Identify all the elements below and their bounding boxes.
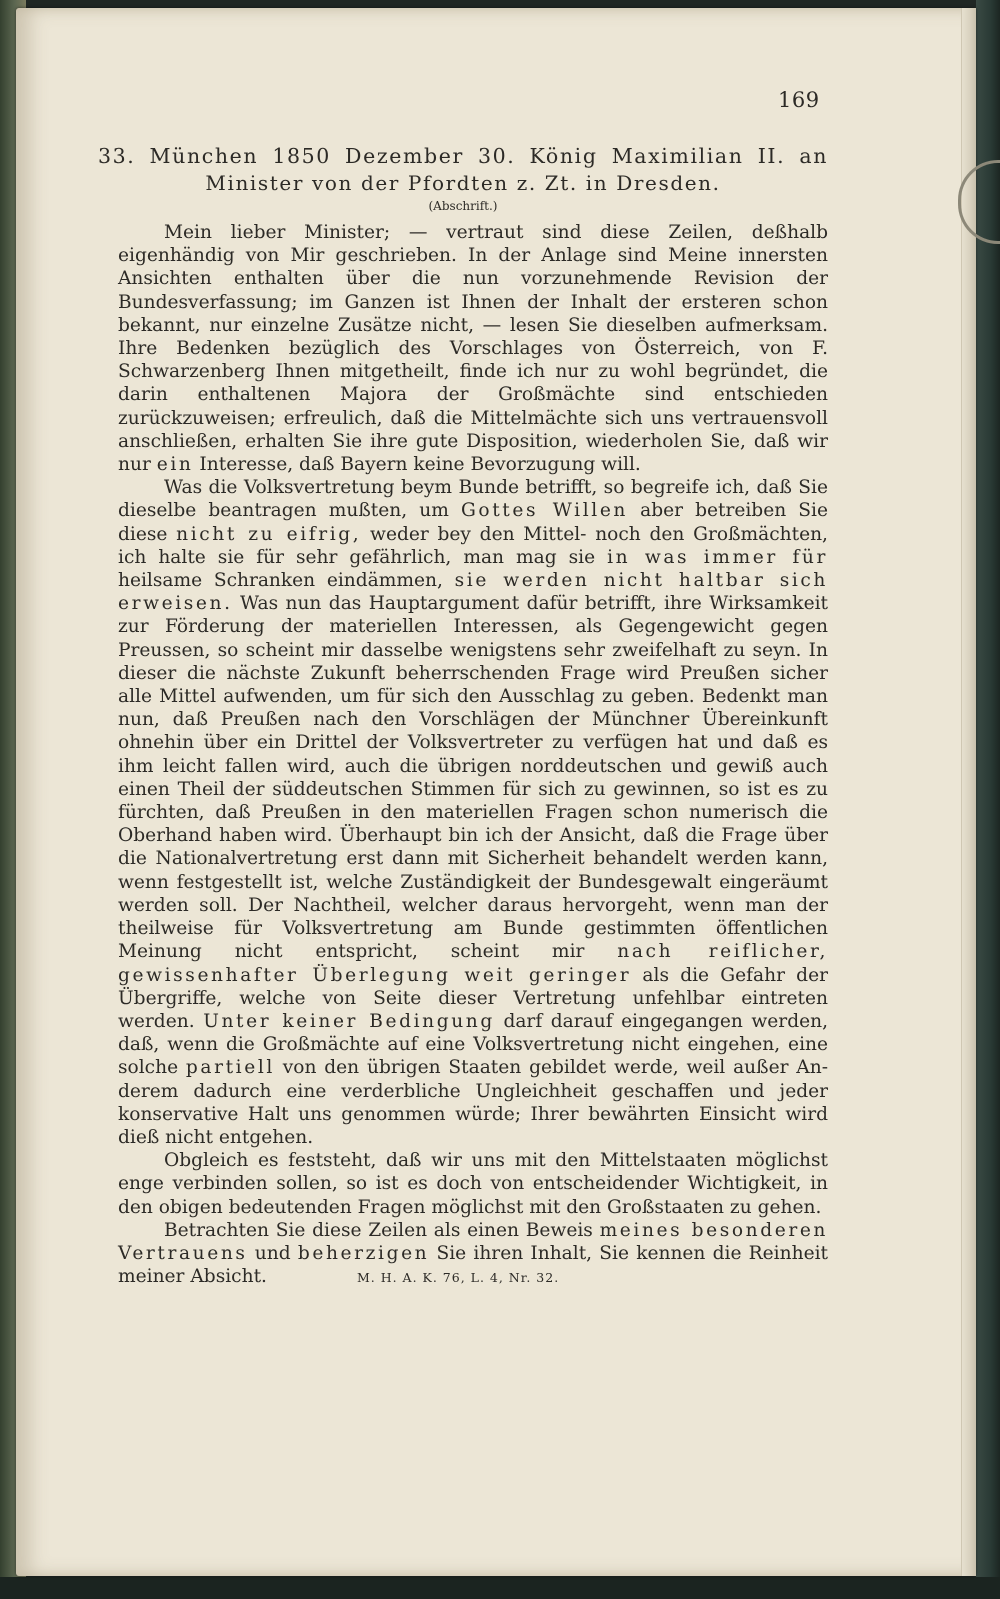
paragraph-2-part-b: aber betreiben Sie diese bbox=[118, 500, 828, 545]
book-page bbox=[16, 8, 976, 1576]
paragraph-4 bbox=[118, 1219, 828, 1290]
paragraph-1-text: Mein lieber Minister; — vertraut sind diese Zeilen, deßhalb eigenhändig von Mir geschrieben. In der Anlage sind Meine innersten Ansichten enthalten über die nun vorzunehmende Revision der Bundesverfassung; im Ganzen ist Ihnen der Inhalt der ersteren schon bekannt, nur einzelne Zusätze nicht, — lesen Sie dieselben aufmerksam. Ihre Bedenken bezüglich des Vorschlages von Österreich, von F. Schwarzenberg Ihnen mitgetheilt, finde ich nur zu wohl begründet, die darin enthaltenen Majora der Großmächte sind entschieden zurückzuweisen; erfreulich, daß die Mittelmächte sich uns vertrauensvoll anschließen, erhalten Sie ihre gute Disposition, wiederholen Sie, daß wir nur bbox=[118, 222, 828, 476]
emphasis-in-was-immer: in was immer für bbox=[607, 546, 828, 568]
heading-line-1: 33. München 1850 Dezember 30. König Maximilian II. an bbox=[98, 144, 828, 168]
emphasis-nicht-haltbar: sie werden nicht haltbar sich erweisen. bbox=[118, 570, 828, 615]
paragraph-3: Obgleich es feststeht, daß wir uns mit den Mittelstaaten möglichst enge verbinden sollen, so ist es doch von entscheidender Wichtigkeit, in den obigen bedeutenden Fragen möglichst mit den Großstaaten zu gehen. bbox=[118, 1150, 828, 1218]
paragraph-2-part-d: heilsame Schranken eindämmen, bbox=[118, 570, 443, 592]
paragraph-2-part-h: von den übrigen Staaten gebildet werde, weil außer Anderem dadurch eine verderbliche Ungleichheit geschaffen und jeder konservative Halt uns genommen würde; Ihrer bewährten Einsicht wird dieß nicht entgehen. bbox=[118, 1057, 828, 1148]
document-heading bbox=[98, 142, 828, 215]
paragraph-4-part-c: Sie ihren Inhalt, Sie kennen die Reinheit meiner Absicht. bbox=[118, 1242, 828, 1288]
paragraph-2-part-e: Was nun das Hauptargument dafür betrifft, ihre Wirksamkeit zur Förderung der materiellen Interessen, als Gegengewicht gegen Preussen, so scheint mir dasselbe wenigstens sehr zweifelhaft zu seyn. In dieser die nächste Zukunft beherrschenden Frage wird Preußen sicher alle Mittel aufwenden, um für sich den Ausschlag zu geben. Bedenkt man nun, daß Preußen nach den Vorschlägen der Münchner Übereinkunft ohnehin über ein Drittel der Volksvertreter zu verfügen hat und daß es ihm leicht fallen wird, auch die übrigen norddeutschen und gewiß auch einen Theil der süddeutschen Stimmen für sich zu gewinnen, so ist es zu fürchten, daß Preußen in den materiellen Fragen schon numerisch die Oberhand haben wird. Überhaupt bin ich der Ansicht, daß die Frage über die Nationalvertretung erst dann mit Sicherheit behandelt werden kann, wenn festgestellt ist, welche Zuständigkeit der Bundesgewalt eingeräumt werden soll. Der Nachtheil, welcher daraus hervorgeht, wenn man der theilweise für Volksvertretung am Bunde gestimmten öffentlichen Meinung nicht entspricht, scheint mir bbox=[118, 593, 828, 963]
paragraph-4-part-b: und bbox=[254, 1242, 291, 1264]
book-cover-bottom bbox=[0, 1577, 1000, 1599]
paragraph-4-part-a: Betrachten Sie diese Zeilen als einen Beweis bbox=[164, 1219, 593, 1241]
archive-source-reference: M. H. A. K. 76, L. 4, Nr. 32. bbox=[356, 1270, 560, 1286]
emphasis-gottes-willen: Gottes Willen bbox=[460, 500, 628, 522]
page-edge bbox=[961, 8, 976, 1576]
copy-note: (Abschrift.) bbox=[428, 199, 498, 213]
emphasis-partiell: partiell bbox=[185, 1057, 275, 1079]
heading-line-2: Minister von der Pfordten z. Zt. in Dresden. bbox=[205, 171, 721, 195]
emphasis-ein: ein bbox=[156, 454, 194, 476]
paragraph-1 bbox=[118, 221, 828, 476]
letter-body bbox=[118, 221, 828, 1289]
emphasis-beherzigen: beherzigen bbox=[297, 1242, 430, 1264]
emphasis-besonderen-vertrauens: meines besonderen Vertrauens bbox=[118, 1219, 828, 1264]
paragraph-2-part-c: weder bey den Mittel- noch den Großmächten, ich halte sie für sehr gefährlich, man mag sie bbox=[118, 523, 828, 568]
emphasis-reiflicher-ueberlegung: nach reiflicher, gewissenhafter Überlegung weit geringer bbox=[118, 941, 828, 986]
paragraph-2-part-f: als die Gefahr der Übergriffe, welche von Seite dieser Vertretung unfehlbar eintreten werden. bbox=[118, 964, 828, 1032]
emphasis-unter-keiner-bedingung: Unter keiner Bedingung bbox=[203, 1010, 495, 1032]
paragraph-2-part-a: Was die Volksvertretung beym Bunde betrifft, so begreife ich, daß Sie dieselbe beantragen mußten, um bbox=[118, 477, 828, 522]
paragraph-2-part-g: darf darauf eingegangen werden, daß, wenn die Großmächte auf eine Volksvertretung nicht eingehen, eine solche bbox=[118, 1010, 828, 1079]
emphasis-nicht-zu-eifrig: nicht zu eifrig, bbox=[176, 523, 362, 545]
paragraph-2 bbox=[118, 476, 828, 1149]
paragraph-1-end: Interesse, daß Bayern keine Bevorzugung will. bbox=[199, 454, 641, 476]
page-number: 169 bbox=[778, 88, 820, 112]
